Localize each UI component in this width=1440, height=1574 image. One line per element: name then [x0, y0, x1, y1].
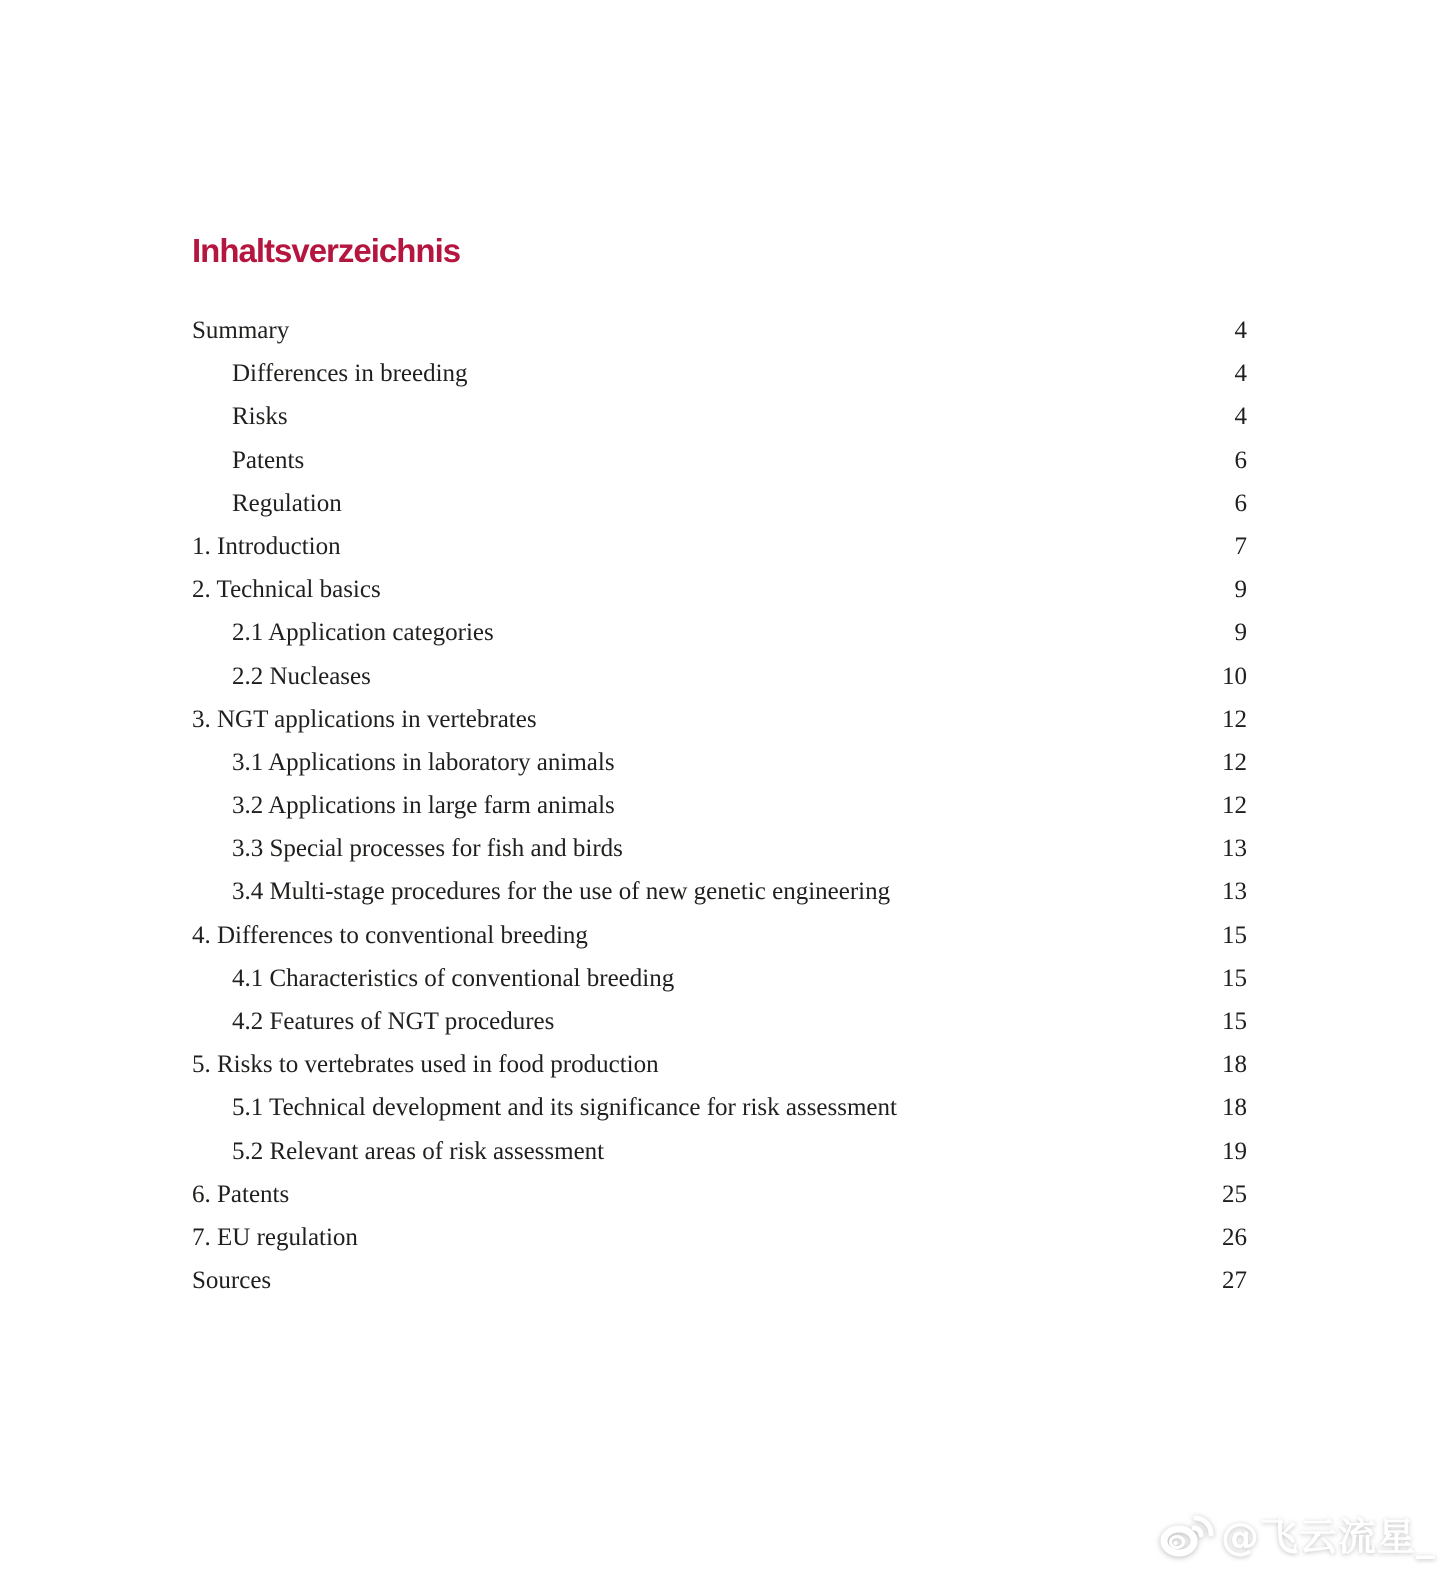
toc-entry-page-number: 18 [1222, 1094, 1247, 1122]
toc-entry[interactable] [192, 403, 1247, 446]
toc-entry[interactable] [192, 922, 1247, 965]
toc-entry-page-number: 13 [1222, 878, 1247, 906]
toc-entry[interactable] [192, 1181, 1247, 1224]
toc-entry[interactable] [192, 965, 1247, 1008]
toc-entry-page-number: 19 [1222, 1137, 1247, 1165]
toc-entry-label[interactable]: 4.2 Features of NGT procedures [232, 1008, 555, 1035]
toc-entry[interactable] [192, 317, 1247, 360]
toc-entry[interactable] [192, 706, 1247, 749]
toc-entry-page-number: 15 [1222, 964, 1247, 992]
toc-entry-page-number: 6 [1234, 489, 1247, 517]
toc-entry-label[interactable]: 3. NGT applications in vertebrates [192, 705, 537, 733]
toc-entry-page-number: 15 [1222, 1008, 1247, 1035]
toc-entry[interactable] [192, 533, 1247, 576]
toc-entry-page-number: 27 [1222, 1267, 1247, 1295]
toc-entry-page-number: 12 [1222, 792, 1247, 820]
toc-entry-label[interactable]: Risks [232, 403, 288, 431]
toc-entry-page-number: 9 [1234, 619, 1247, 647]
toc-entry-label[interactable]: 3.4 Multi-stage procedures for the use of new genetic engineering [232, 878, 891, 906]
toc-entry-label[interactable]: Summary [192, 317, 290, 344]
toc-entry-page-number: 18 [1222, 1051, 1247, 1079]
toc-entry-page-number: 26 [1222, 1223, 1247, 1251]
toc-entry[interactable] [192, 792, 1247, 835]
toc-entry-label[interactable]: 7. EU regulation [192, 1223, 358, 1251]
toc-entry-page-number: 9 [1234, 576, 1247, 604]
weibo-icon [1156, 1509, 1214, 1559]
watermark [1156, 1506, 1436, 1561]
toc-entry-page-number: 12 [1222, 705, 1247, 733]
toc-entry-label[interactable]: 3.3 Special processes for fish and birds [232, 835, 623, 863]
toc-entry-label[interactable]: 5. Risks to vertebrates used in food production [192, 1051, 659, 1079]
toc-entry-page-number: 12 [1222, 748, 1247, 776]
toc-entry-label[interactable]: Differences in breeding [232, 360, 468, 388]
table-of-contents [192, 317, 1247, 1310]
toc-entry-label[interactable]: Regulation [232, 489, 342, 517]
toc-entry[interactable] [192, 1008, 1247, 1051]
toc-entry-page-number: 25 [1222, 1180, 1247, 1208]
toc-entry-label[interactable]: 4.1 Characteristics of conventional breeding [232, 964, 675, 992]
toc-entry-page-number: 10 [1222, 662, 1247, 690]
toc-entry-page-number: 7 [1234, 532, 1247, 560]
toc-entry[interactable] [192, 360, 1247, 403]
toc-entry-label[interactable]: 2.1 Application categories [232, 619, 494, 647]
toc-entry-page-number: 4 [1234, 317, 1247, 344]
toc-entry-label[interactable]: Sources [192, 1267, 272, 1295]
toc-entry[interactable] [192, 447, 1247, 490]
toc-entry-page-number: 4 [1234, 360, 1247, 388]
toc-entry[interactable] [192, 749, 1247, 792]
toc-entry-label[interactable]: Patents [232, 446, 305, 474]
toc-entry-page-number: 15 [1222, 921, 1247, 949]
toc-entry-label[interactable]: 5.1 Technical development and its significance for risk assessment [232, 1094, 897, 1122]
watermark-handle: @飞云流星_ [1221, 1515, 1437, 1559]
toc-entry[interactable] [192, 490, 1247, 533]
toc-entry-label[interactable]: 4. Differences to conventional breeding [192, 921, 588, 949]
toc-entry[interactable] [192, 1267, 1247, 1310]
toc-entry[interactable] [192, 835, 1247, 878]
toc-entry-label[interactable]: 2. Technical basics [192, 576, 381, 604]
toc-entry-page-number: 4 [1234, 403, 1247, 431]
toc-entry[interactable] [192, 1051, 1247, 1094]
toc-entry-label[interactable]: 5.2 Relevant areas of risk assessment [232, 1137, 605, 1165]
toc-entry[interactable] [192, 1224, 1247, 1267]
toc-entry[interactable] [192, 576, 1247, 619]
toc-entry[interactable] [192, 663, 1247, 706]
toc-entry-label[interactable]: 6. Patents [192, 1180, 290, 1208]
toc-entry-label[interactable]: 3.1 Applications in laboratory animals [232, 748, 615, 776]
toc-entry-label[interactable]: 3.2 Applications in large farm animals [232, 792, 615, 820]
toc-entry-page-number: 13 [1222, 835, 1247, 863]
toc-entry-label[interactable]: 2.2 Nucleases [232, 662, 371, 690]
toc-entry[interactable] [192, 878, 1247, 921]
toc-entry-page-number: 6 [1234, 446, 1247, 474]
page-title: Inhaltsverzeichnis [192, 232, 461, 269]
toc-entry[interactable] [192, 1094, 1247, 1137]
toc-entry[interactable] [192, 1138, 1247, 1181]
toc-entry[interactable] [192, 619, 1247, 662]
toc-entry-label[interactable]: 1. Introduction [192, 532, 341, 560]
